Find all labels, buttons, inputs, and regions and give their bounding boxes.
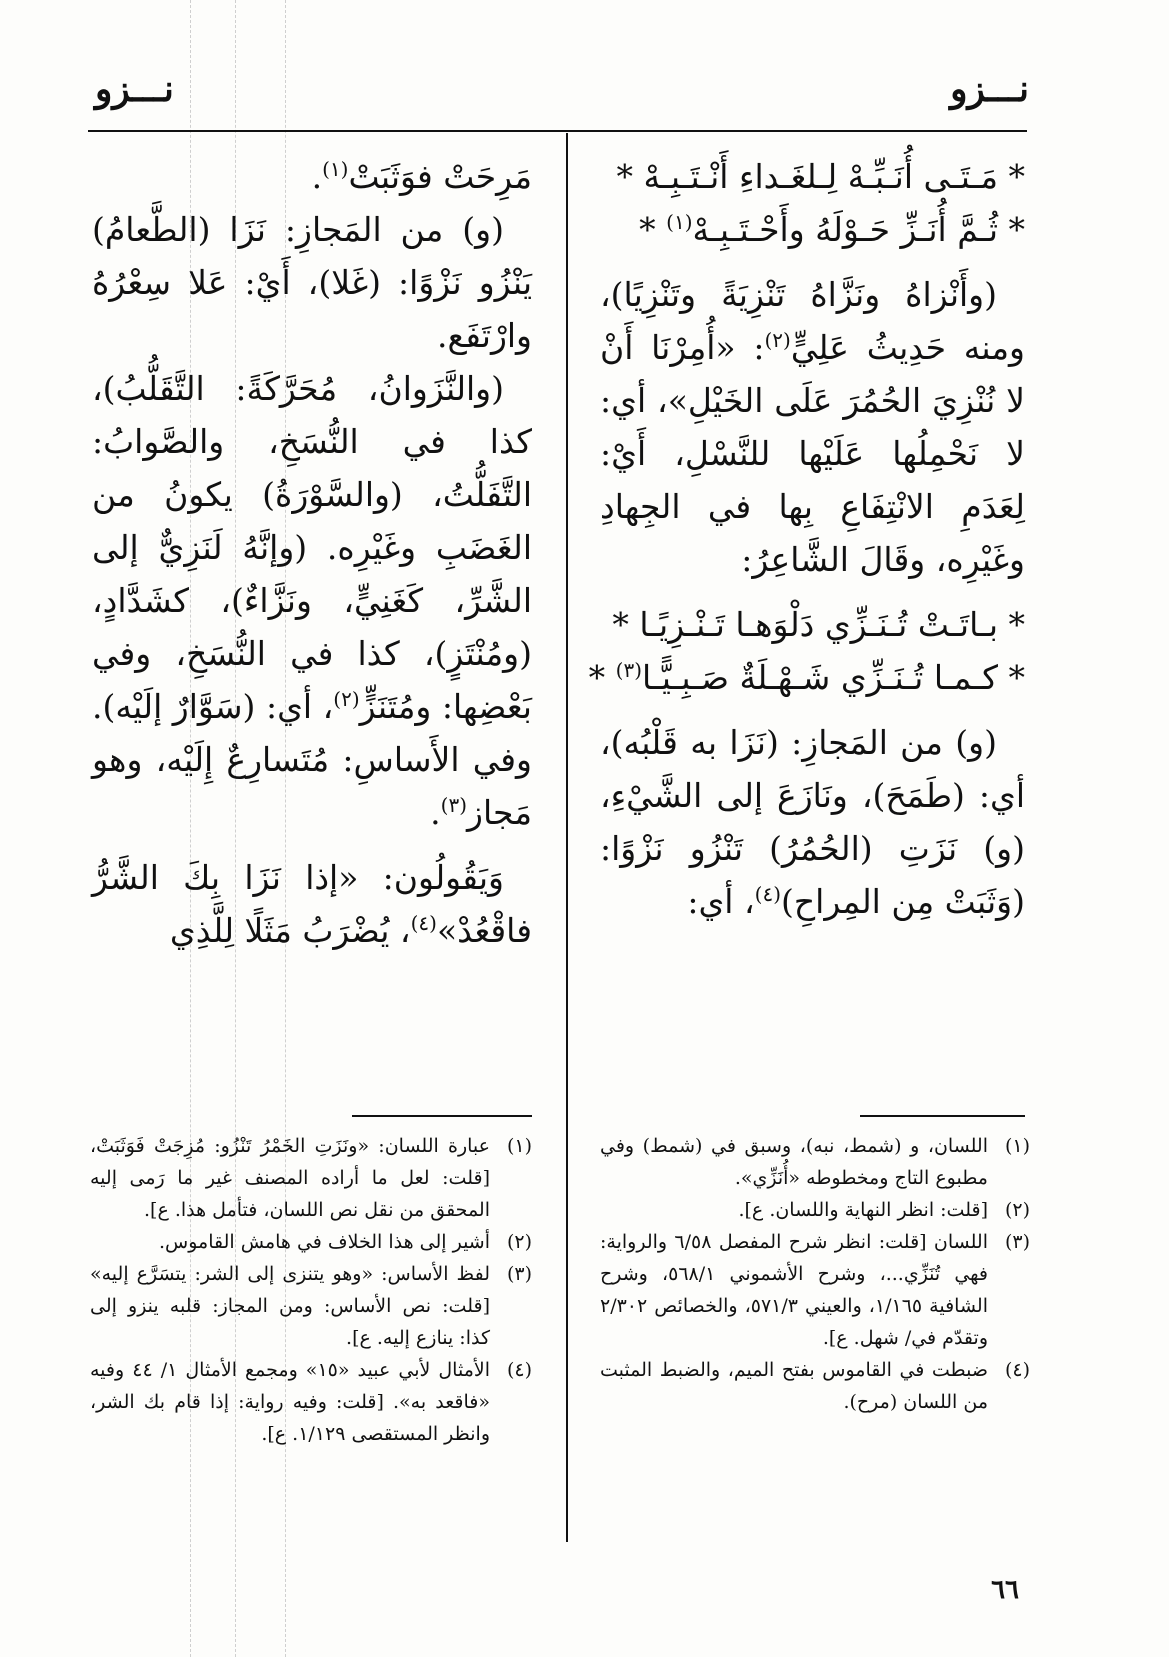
footnotes-right (600, 1130, 1030, 1418)
footnote: (٤) ضبطت في القاموس بفتح الميم، والضبط المثبت من اللسان (مرح). (600, 1359, 1030, 1413)
running-header-left: نـــزو (95, 68, 174, 110)
footnote-rule (352, 1115, 532, 1117)
footnote: (٤) الأمثال لأبي عبيد «١٥» ومجمع الأمثال ١/ ٤٤ وفيه «فاقعد به». [قلت: وفيه رواية: إذا قام بك الشر، وانظر المستقصى ١/١٢٩. ع]. (90, 1359, 532, 1445)
paragraph: مَرِحَتْ فوَثَبَتْ$^{(١)}$. (311, 157, 532, 196)
header-rule (88, 130, 1027, 132)
left-column (92, 150, 532, 957)
footnote-rule (860, 1115, 1025, 1117)
footnote-ref: (٢) (764, 328, 791, 352)
footnotes-left (90, 1130, 532, 1450)
footnote-ref: (١) (666, 210, 693, 234)
footnote-ref: (٣) (615, 658, 643, 682)
footnote: (٣) اللسان [قلت: انظر شرح المفصل ٦/٥٨ والرواية: فهي تُنَزِّي...، وشرح الأشموني ٥٦٨/١، وشرح الشافية ١/١٦٥، والعيني ٥٧١/٣، والخصائص ٢/٣٠٢ وتقدّم في/ شهل. ع]. (600, 1231, 1030, 1349)
footnote-ref: (٢) (333, 687, 360, 711)
footnote: (١) اللسان، و (شمط، نبه)، وسبق في (شمط) وفي مطبوع التاج ومخطوطه «أُنَزِّي». (600, 1135, 1030, 1189)
verse-line: * مَـتَـى أُنَـبِّـهْ لِـلغَـداءِ أَنْـتَـبِـهْ * (616, 157, 1025, 196)
footnote: (١) عبارة اللسان: «ونَزَتِ الخَمْرُ تَنْزُو: مُزِجَتْ فَوَثَبَتْ، [قلت: لعل ما أراده المصنف غير ما رَمى إليه المحقق من نقل نص اللسان، فتأمل هذا. ع]. (90, 1135, 532, 1221)
running-header-right: نـــزو (950, 68, 1029, 110)
footnote-ref: (٣) (440, 793, 468, 817)
verse-line: * بـاتَـتْ تُـنَـزِّي دَلْوَهـا تَـنْـزِيًـا * (612, 605, 1025, 644)
footnote-ref: (٤) (754, 882, 781, 906)
paragraph: (و) من المَجازِ: نَزَا (الطَّعامُ) يَنْزُو نَزْوًا: (غَلا)، أَيْ: عَلا سِعْرُهُ وارْتَفَع. (92, 210, 532, 355)
verse-line: * كـمـا تُـنَـزِّي شَـهْـلَةٌ صَـبِـيًّـا$^{(٣)}$ * (588, 658, 1025, 697)
footnote-ref: (١) (322, 157, 349, 181)
footnote: (٢) أشير إلى هذا الخلاف في هامش القاموس. (158, 1231, 532, 1253)
footnote: (٢) [قلت: انظر النهاية واللسان. ع]. (738, 1199, 1030, 1221)
right-column (588, 150, 1025, 928)
page-number: ٦٦ (991, 1575, 1019, 1605)
paragraph: وَيَقُولُون: «إذا نَزَا بِكَ الشَّرُّ فاقْعُدْ»$^{(٤)}$، يُضْرَبُ مَثَلًا لِلَّذِي (92, 858, 532, 950)
footnote-ref: (٤) (410, 911, 437, 935)
paragraph: (و) من المَجازِ: (نَزَا به قَلْبُه)، أي: (طَمَحَ)، ونَازَعَ إلى الشَّيْءِ، (و) نَزَتِ (الحُمُرُ) تَنْزُو نَزْوًا: (وَثَبَتْ مِن المِراحِ)$^{(٤)}$، أي: (600, 723, 1025, 921)
column-divider (566, 133, 568, 1542)
paragraph: (والنَّزَوانُ، مُحَرَّكَةً: التَّقَلُّبُ)، كذا في النُّسَخِ، والصَّوابُ: التَّفَلُّتُ، (والسَّوْرَةُ) يكونُ من الغَضَبِ وغَيْرِه. (وإنَّهُ لَنَزِيٌّ إلى الشَّرِّ، كَغَنِيٍّ، ونَزَّاءٌ)، كشَدَّادٍ، (ومُنْتَزٍ)، كذا في النُّسَخِ، وفي بَعْضِها: ومُتَنَزٍّ$^{(٢)}$، أي: (سَوَّارٌ إلَيْه). وفي الأَساسِ: مُتَسارِعٌ إِلَيْه، وهو مَجاز$^{(٣)}$. (92, 369, 532, 832)
paragraph: (وأَنْزاهُ ونَزَّاهُ تَنْزِيَةً وتَنْزِيًا)، ومنه حَدِيثُ عَلِيٍّ$^{(٢)}$: «أُمِرْنَا أَنْ لا نُنْزِيَ الحُمُرَ عَلَى الخَيْلِ»، أي: لا نَحْمِلُها عَلَيْها للنَّسْلِ، أَيْ: لِعَدَمِ الانْتِفَاعِ بِها في الجِهادِ وغَيْرِه، وقَالَ الشَّاعِرُ: (600, 275, 1025, 579)
footnote: (٣) لفظ الأساس: «وهو يتنزى إلى الشر: يتسَرَّع إليه» [قلت: نص الأساس: ومن المجاز: قلبه ينزو إلى كذا: ينازع إليه. ع]. (90, 1263, 532, 1349)
verse-line: * ثُـمَّ أُنَـزِّ حَـوْلَهُ وأَحْـتَـبِـهْ$^{(١)}$ * (639, 210, 1025, 249)
